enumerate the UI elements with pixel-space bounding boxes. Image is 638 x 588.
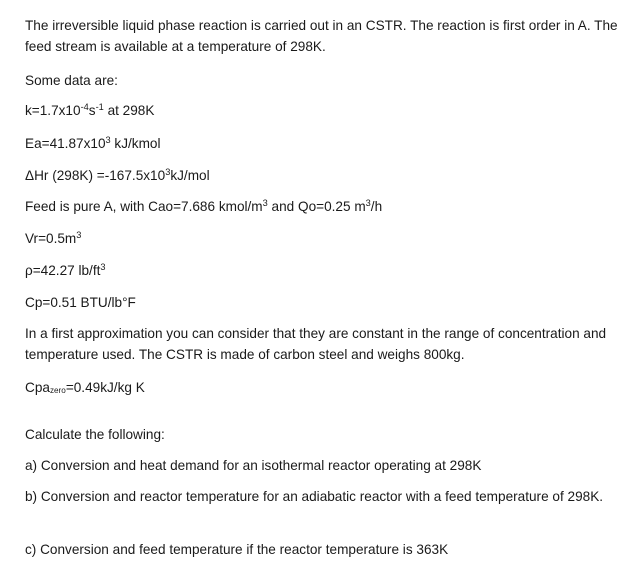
steel-heat-capacity-line bbox=[25, 377, 145, 398]
cpa-pre: Cpa bbox=[25, 380, 50, 395]
reactor-volume-line bbox=[25, 228, 81, 249]
intro-paragraph: The irreversible liquid phase reaction is carried out in an CSTR. The reaction is first order in A. The feed stream is available at a temperature of 298K. bbox=[25, 18, 618, 54]
reaction-enthalpy-line bbox=[25, 165, 210, 186]
feed-exp-2: 3 bbox=[365, 197, 371, 208]
ea-exp: 3 bbox=[105, 134, 111, 145]
question-a: a) Conversion and heat demand for an isothermal reactor operating at 298K bbox=[25, 458, 482, 473]
question-c: c) Conversion and feed temperature if the reactor temperature is 363K bbox=[25, 542, 449, 557]
approximation-paragraph: In a first approximation you can consider that they are constant in the range of concentration and temperature used. The CSTR is made of carbon steel and weighs 800kg. bbox=[25, 326, 607, 362]
ea-pre: Ea=41.87x10 bbox=[25, 136, 106, 151]
question-b: b) Conversion and reactor temperature for an adiabatic reactor with a feed temperature of 298K. bbox=[25, 489, 604, 504]
vr-pre: Vr=0.5m bbox=[25, 231, 77, 246]
cpa-sub: zero bbox=[49, 386, 66, 396]
heat-capacity-line: Cp=0.51 BTU/lb°F bbox=[25, 295, 136, 310]
k-pre: k=1.7x10 bbox=[25, 103, 81, 118]
activation-energy-line bbox=[25, 133, 161, 154]
ea-post: kJ/kmol bbox=[110, 136, 161, 151]
cpa-post: =0.49kJ/kg K bbox=[65, 380, 145, 395]
feed-pre: Feed is pure A, with Cao=7.686 kmol/m bbox=[25, 199, 263, 214]
calculate-heading: Calculate the following: bbox=[25, 427, 165, 442]
k-exp-2: -1 bbox=[95, 101, 104, 112]
feed-line bbox=[25, 196, 382, 217]
dhr-post: kJ/mol bbox=[170, 168, 210, 183]
k-exp-1: -4 bbox=[80, 101, 89, 112]
feed-post: /h bbox=[370, 199, 383, 214]
density-line bbox=[25, 260, 106, 281]
dhr-exp: 3 bbox=[165, 166, 171, 177]
k-post: at 298K bbox=[103, 103, 155, 118]
k-mid: s bbox=[88, 103, 96, 118]
rate-constant-line bbox=[25, 100, 154, 121]
feed-exp-1: 3 bbox=[262, 197, 268, 208]
rho-exp: 3 bbox=[100, 261, 106, 272]
feed-mid: and Qo=0.25 m bbox=[267, 199, 366, 214]
vr-exp: 3 bbox=[76, 229, 82, 240]
rho-pre: ρ=42.27 lb/ft bbox=[25, 263, 101, 278]
some-data-label: Some data are: bbox=[25, 73, 118, 88]
dhr-pre: ΔHr (298K) =-167.5x10 bbox=[25, 168, 166, 183]
